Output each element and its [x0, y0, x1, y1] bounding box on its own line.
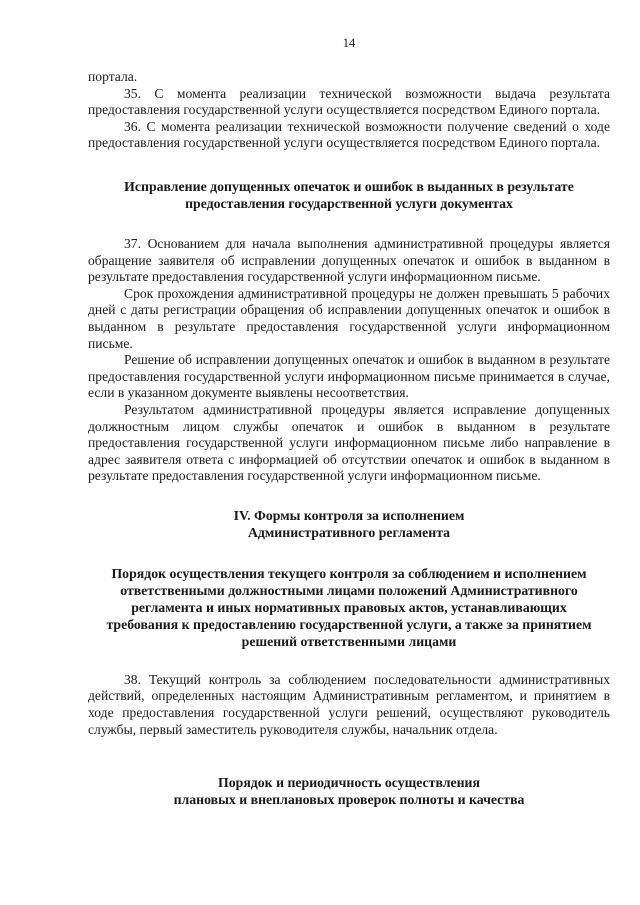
paragraph-term: Срок прохождения административной процедуры не должен превышать 5 рабочих дней с даты регистрации обращения об исправлении допущенных опечаток и ошибок в выданном в результате предоставления государственной услуги информационном письме. [88, 285, 610, 351]
heading-line: Порядок осуществления текущего контроля за соблюдением и исполнением [111, 565, 587, 581]
heading-line: Исправление допущенных опечаток и ошибок в выданных в результате [124, 178, 574, 194]
heading-line: плановых и внеплановых проверок полноты и качества [173, 792, 525, 808]
document-body [88, 69, 610, 808]
paragraph-decision: Решение об исправлении допущенных опечаток и ошибок в выданном в результате предоставления государственной услуги информационном письме принимается в случае, если в указанном документе выявлены несоответствия. [88, 352, 610, 401]
heading-line: IV. Формы контроля за исполнением [233, 507, 465, 523]
heading-inspections [88, 774, 610, 808]
paragraph-result: Результатом административной процедуры является исправление допущенных должностным лицом службы опечаток и ошибок в выданном в результате предоставления государственной услуги информационном письме либо направление в адрес заявителя ответа с информацией об отсутствии опечаток и ошибок в выданном в результате предоставления государственной услуги информационном письме. [88, 401, 610, 484]
heading-section-iv [88, 507, 610, 541]
heading-line: регламента и иных нормативных правовых актов, устанавливающих [131, 599, 567, 615]
heading-current-control [88, 565, 610, 650]
page-number: 14 [342, 36, 356, 50]
paragraph-35: 35. С момента реализации технической возможности выдача результата предоставления государственной услуги осуществляется посредством Единого портала. [88, 85, 610, 118]
paragraph-36: 36. С момента реализации технической возможности получение сведений о ходе предоставления государственной услуги осуществляется посредством Единого портала. [88, 118, 610, 151]
heading-line: предоставления государственной услуги документах [185, 195, 513, 211]
paragraph-continuation: портала. [88, 69, 138, 84]
paragraph-38: 38. Текущий контроль за соблюдением последовательности административных действий, определенных настоящим Административным регламентом, и принятием в ходе предоставления государственной услуги решений, осуществляют руководитель службы, первый заместитель руководителя службы, начальник отдела. [88, 671, 610, 737]
heading-line: Порядок и периодичность осуществления [218, 775, 480, 791]
paragraph-37: 37. Основанием для начала выполнения административной процедуры является обращение заявителя об исправлении допущенных опечаток и ошибок в выданном в результате предоставления государственной услуги информационном письме. [88, 235, 610, 285]
heading-line: Административного регламента [247, 524, 451, 540]
heading-line: требования к предоставлению государственной услуги, а также за принятием [106, 616, 592, 632]
heading-corrections [88, 178, 610, 212]
heading-line: ответственными должностными лицами положений Административного [120, 582, 578, 598]
heading-line: решений ответственными лицами [241, 633, 457, 649]
